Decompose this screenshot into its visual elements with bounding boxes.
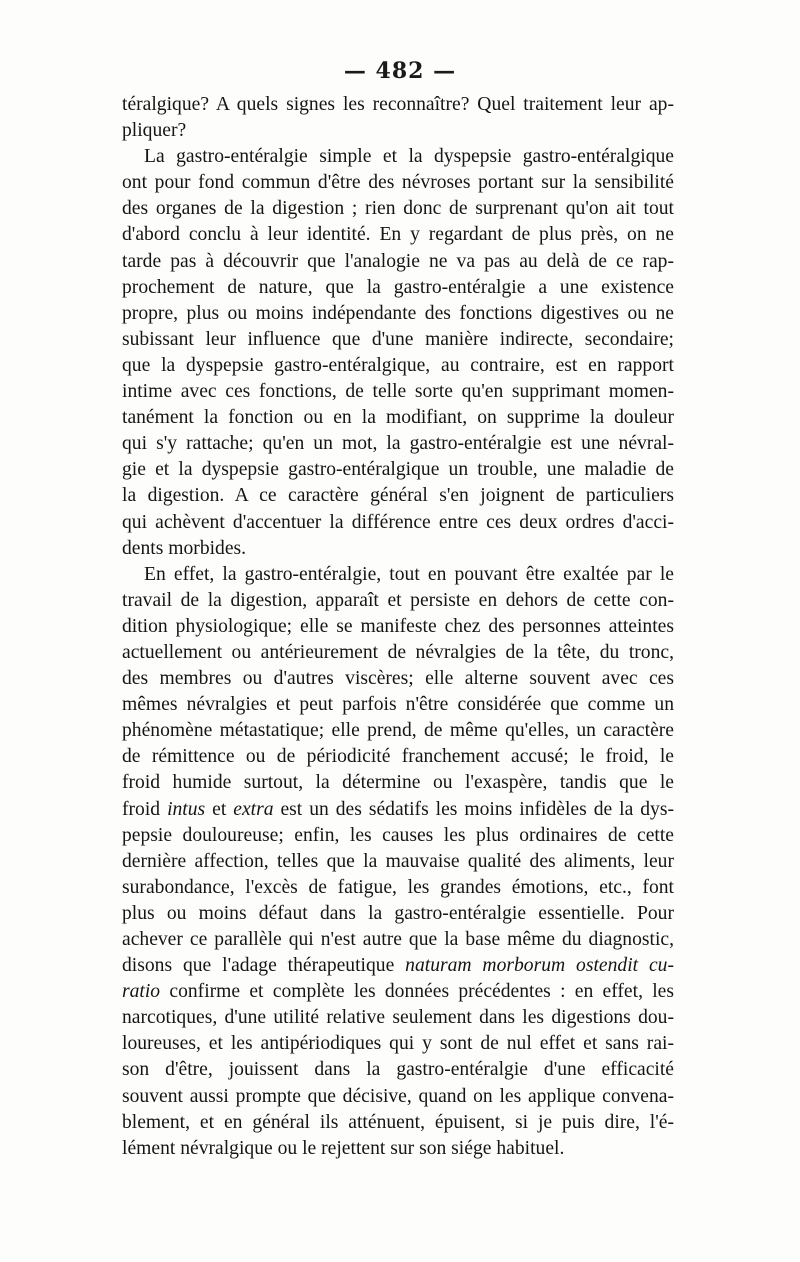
text-segment: et bbox=[205, 798, 234, 820]
text-line: intime avec ces fonctions, de telle sorte qu'en supprimant momen- bbox=[122, 381, 674, 403]
text-segment: disons que l'adage thérapeutique bbox=[122, 955, 406, 977]
text-line: des organes de la digestion ; rien donc de surprenant qu'on ait tout bbox=[122, 198, 674, 220]
text-line: dents morbides. bbox=[122, 537, 247, 559]
text-line: de rémittence ou de périodicité franchement accusé; le froid, le bbox=[122, 746, 674, 768]
paragraph-start-line: La gastro-entéralgie simple et la dyspepsie gastro-entéralgique bbox=[144, 146, 674, 168]
text-line: surabondance, l'excès de fatigue, les grandes émotions, etc., font bbox=[122, 876, 674, 898]
text-line: souvent aussi prompte que décisive, quand on les applique convena- bbox=[122, 1085, 674, 1107]
text-line: froid humide surtout, la détermine ou l'exaspère, tandis que le bbox=[122, 772, 674, 794]
latin-adage-italic: ratio bbox=[122, 981, 161, 1003]
text-line bbox=[122, 979, 674, 1005]
text-line: pliquer? bbox=[122, 120, 187, 142]
text-line: achever ce parallèle qui n'est autre que la base même du diagnostic, bbox=[122, 929, 674, 950]
text-line: dition physiologique; elle se manifeste chez des personnes atteintes bbox=[122, 615, 674, 637]
text-line: dernière affection, telles que la mauvaise qualité des aliments, leur bbox=[122, 850, 674, 872]
text-line: lément névralgique ou le rejettent sur son siége habituel. bbox=[122, 1137, 565, 1159]
text-line: ont pour fond commun d'être des névroses portant sur la sensibilité bbox=[122, 172, 674, 194]
text-line: phénomène métastatique; elle prend, de même qu'elles, un caractère bbox=[122, 720, 674, 742]
text-line: travail de la digestion, apparaît et persiste en dehors de cette con- bbox=[122, 589, 674, 611]
text-line: la digestion. A ce caractère général s'en joignent de particuliers bbox=[122, 485, 674, 507]
text-line: narcotiques, d'une utilité relative seulement dans les digestions dou- bbox=[122, 1007, 674, 1029]
body-text bbox=[122, 92, 674, 1162]
text-line: loureuses, et les antipériodiques qui y sont de nul effet et sans rai- bbox=[122, 1033, 674, 1055]
text-line bbox=[122, 953, 674, 979]
text-line: tarde pas à découvrir que l'analogie ne va pas au delà de ce rap- bbox=[122, 250, 674, 272]
text-segment: est un des sédatifs les moins infidèles de la dys- bbox=[273, 798, 674, 820]
text-segment: confirme et complète les données précédentes : en effet, les bbox=[160, 981, 674, 1003]
text-line: propre, plus ou moins indépendante des fonctions digestives ou ne bbox=[122, 302, 674, 324]
text-line: téralgique? A quels signes les reconnaître? Quel traitement leur ap- bbox=[122, 94, 674, 115]
text-segment: froid bbox=[122, 798, 168, 820]
page-number: — 482 — bbox=[343, 58, 457, 84]
text-line: mêmes névralgies et peut parfois n'être considérée que comme un bbox=[122, 694, 674, 716]
italic-term-extra: extra bbox=[233, 798, 274, 820]
text-line: qui achèvent d'accentuer la différence entre ces deux ordres d'acci- bbox=[122, 511, 674, 533]
text-line bbox=[122, 797, 674, 823]
text-line: subissant leur influence que d'une manière indirecte, secondaire; bbox=[122, 328, 674, 350]
latin-adage-italic: naturam morborum ostendit cu- bbox=[405, 955, 674, 977]
text-line: pepsie douloureuse; enfin, les causes les plus ordinaires de cette bbox=[122, 824, 674, 846]
text-line: son d'être, jouissent dans la gastro-entéralgie d'une efficacité bbox=[122, 1059, 674, 1081]
text-line: actuellement ou antérieurement de névralgies de la tête, du tronc, bbox=[122, 641, 674, 663]
text-line: plus ou moins défaut dans la gastro-entéralgie essentielle. Pour bbox=[122, 902, 674, 924]
text-line: des membres ou d'autres viscères; elle alterne souvent avec ces bbox=[122, 668, 674, 690]
text-line: blement, et en général ils atténuent, épuisent, si je puis dire, l'é- bbox=[122, 1111, 674, 1133]
text-line: gie et la dyspepsie gastro-entéralgique un trouble, une maladie de bbox=[122, 459, 674, 481]
text-line: que la dyspepsie gastro-entéralgique, au contraire, est en rapport bbox=[122, 354, 674, 376]
italic-term-intus: intus bbox=[167, 798, 206, 820]
text-line: tanément la fonction ou en la modifiant, on supprime la douleur bbox=[122, 407, 674, 429]
text-line: d'abord conclu à leur identité. En y regardant de plus près, on ne bbox=[122, 224, 674, 246]
text-line: qui s'y rattache; qu'en un mot, la gastro-entéralgie est une névral- bbox=[122, 433, 674, 455]
text-line: prochement de nature, que la gastro-entéralgie a une existence bbox=[122, 276, 674, 298]
paragraph-start-line: En effet, la gastro-entéralgie, tout en pouvant être exaltée par le bbox=[144, 563, 674, 585]
